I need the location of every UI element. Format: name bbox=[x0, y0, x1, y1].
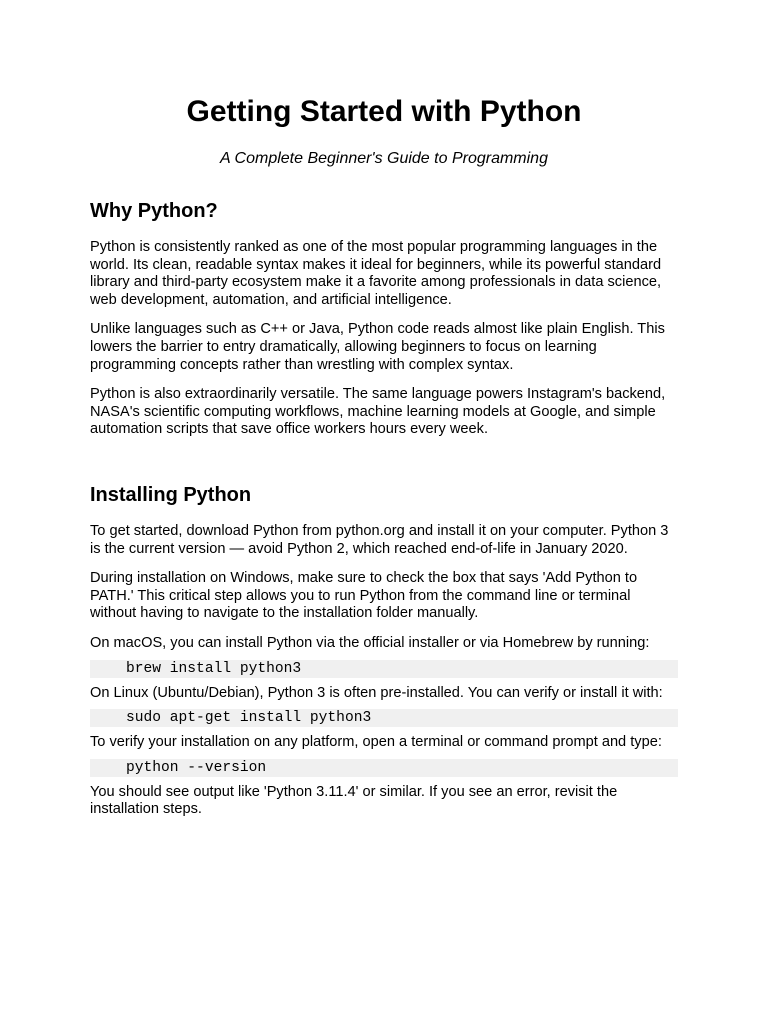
section-why-python bbox=[90, 199, 678, 439]
paragraph: On Linux (Ubuntu/Debian), Python 3 is often pre-installed. You can verify or install it with: bbox=[90, 684, 663, 701]
paragraph: To verify your installation on any platform, open a terminal or command prompt and type: bbox=[90, 734, 662, 751]
paragraph: You should see output like 'Python 3.11.4' or similar. If you see an error, revisit the installation steps. bbox=[90, 783, 618, 818]
paragraph: Python is also extraordinarily versatile. The same language powers Instagram's backend, NASA's scientific computing workflows, machine learning models at Google, and simple automation scripts that save office workers hours every week. bbox=[90, 386, 666, 438]
paragraph: On macOS, you can install Python via the official installer or via Homebrew by running: bbox=[90, 634, 650, 651]
section-heading: Why Python? bbox=[90, 200, 218, 222]
page-subtitle: A Complete Beginner's Guide to Programming bbox=[220, 150, 548, 167]
section-installing-python bbox=[90, 483, 678, 819]
paragraph: To get started, download Python from python.org and install it on your computer. Python 3 is the current version — avoid Python 2, which reached end-of-life in January 2020. bbox=[90, 522, 669, 557]
page-title: Getting Started with Python bbox=[186, 95, 582, 128]
section-body bbox=[90, 239, 678, 439]
code-block-brew: brew install python3 bbox=[90, 660, 678, 678]
section-body bbox=[90, 523, 678, 819]
paragraph: During installation on Windows, make sure to check the box that says 'Add Python to PATH.' This critical step allows you to run Python from the command line or terminal without having to navigate to the installation folder manually. bbox=[90, 570, 638, 622]
code-block-apt: sudo apt-get install python3 bbox=[90, 709, 678, 727]
paragraph: Unlike languages such as C++ or Java, Python code reads almost like plain English. This lowers the barrier to entry dramatically, allowing beginners to focus on learning programming concepts rather than wrestling with complex syntax. bbox=[90, 321, 665, 373]
code-block-version: python --version bbox=[90, 759, 678, 777]
section-heading: Installing Python bbox=[90, 483, 252, 506]
paragraph: Python is consistently ranked as one of the most popular programming languages in the world. Its clean, readable syntax makes it ideal for beginners, while its powerful standard library and third-party ecosystem make it a favorite among professionals in data science, web development, automation, and artificial intelligence. bbox=[90, 239, 662, 308]
